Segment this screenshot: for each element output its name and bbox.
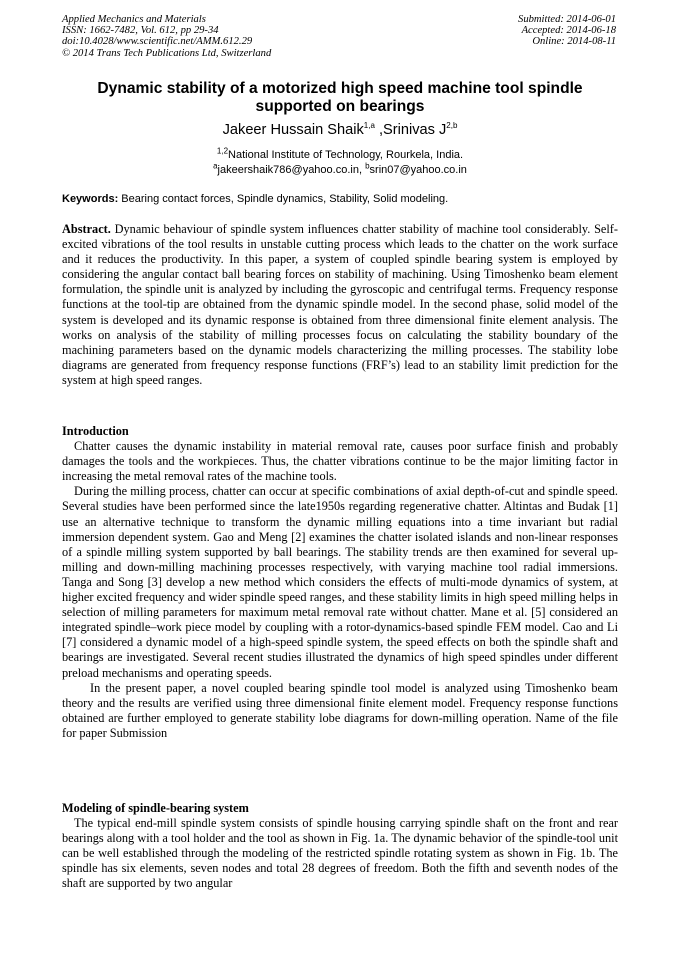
issn-volume: ISSN: 1662-7482, Vol. 612, pp 29-34 xyxy=(62,25,219,37)
abstract-label: Abstract. xyxy=(62,222,111,236)
intro-paragraph-3: In the present paper, a novel coupled bearing spindle tool model is analyzed using Timoshenko beam theory and the results are verified using three dimensional finite element model. Frequency response functions obtained are further employed to generate stability lobe diagrams for down-milling operation. Name of the file for paper Submission xyxy=(62,680,618,740)
modeling-heading: Modeling of spindle-bearing system xyxy=(62,801,249,815)
modeling-section xyxy=(62,801,618,892)
email-b-marker: b xyxy=(365,160,370,170)
introduction-heading: Introduction xyxy=(62,424,129,438)
affiliation-marker: 1,2 xyxy=(216,146,229,156)
author-1-affiliation: 1,a xyxy=(363,121,375,131)
institution: National Institute of Technology, Rourkela, India. xyxy=(228,149,464,161)
author-2-affiliation: 2,b xyxy=(446,121,458,131)
email-a[interactable]: jakeershaik786@yahoo.co.in, xyxy=(217,163,366,176)
submitted-date: Submitted: 2014-06-01 xyxy=(518,14,616,25)
intro-paragraph-1: Chatter causes the dynamic instability in material removal rate, causes poor surface finish and probably damages the tools and the workpieces. Thus, the chatter vibrations continue to be the major limiting factor in increasing the metal removal rates of the machine tools. xyxy=(62,439,618,484)
copyright: © 2014 Trans Tech Publications Ltd, Switzerland xyxy=(62,47,272,59)
title-line-1: Dynamic stability of a motorized high speed machine tool spindle xyxy=(97,80,583,97)
email-line xyxy=(62,160,618,178)
author-list xyxy=(62,122,618,139)
abstract-section xyxy=(62,222,618,388)
journal-info xyxy=(62,14,271,59)
keywords xyxy=(62,192,618,206)
journal-name: Applied Mechanics and Materials xyxy=(62,14,206,25)
introduction-section xyxy=(62,424,618,741)
paper-title xyxy=(62,80,618,116)
submission-dates xyxy=(518,14,616,48)
online-date: Online: 2014-08-11 xyxy=(532,36,616,48)
abstract-text: Dynamic behaviour of spindle system influences chatter stability of machine tool considerably. Self-excited vibrations of the tool results in unstable cutting process which leads to the chatter on the work surface and it reduces the productivity. In this paper, a system of coupled spindle bearing system is employed by considering the angular contact ball bearing forces on stability of machining. Using Timoshenko beam element formulation, the spindle unit is analyzed by including the gyroscopic and centrifugal terms. Frequency response functions at the tool-tip are obtained from the dynamic spindle model. In the second phase, solid model of the system is developed and its dynamic response is obtained from three dimensional finite element analysis. The works on analysis of the stability of milling processes focus on calculating the stability boundary of the machining parameters based on the dynamic models characterizing the milling processes. The stability lobe diagrams are generated from frequency response functions (FRF’s) lead to an stability limit prediction for the system at high speed ranges. xyxy=(62,222,618,387)
email-a-marker: a xyxy=(213,160,218,170)
keywords-label: Keywords: xyxy=(62,193,119,205)
affiliation-line xyxy=(62,148,618,163)
affiliation-block xyxy=(62,148,618,177)
keywords-text: Bearing contact forces, Spindle dynamics, Stability, Solid modeling. xyxy=(118,193,449,205)
author-1: Jakeer Hussain Shaik xyxy=(222,122,364,138)
title-line-2: supported on bearings xyxy=(255,98,425,115)
author-2: Srinivas J xyxy=(383,122,447,138)
author-separator: , xyxy=(374,122,383,138)
accepted-date: Accepted: 2014-06-18 xyxy=(521,25,616,37)
doi: doi:10.4028/www.scientific.net/AMM.612.29 xyxy=(62,36,253,48)
modeling-paragraph-1: The typical end-mill spindle system consists of spindle housing carrying spindle shaft on the front and rear bearings along with a tool holder and the tool as shown in Fig. 1a. The dynamic behavior of the spindle-tool unit can be well established through the modeling of the restricted spindle rotating system as shown in Fig. 1b. The spindle has six elements, seven nodes and total 28 degrees of freedom. Both the fifth and seventh nodes of the shaft are supported by two angular xyxy=(62,816,618,891)
email-b[interactable]: srin07@yahoo.co.in xyxy=(369,163,467,176)
intro-paragraph-2: During the milling process, chatter can occur at specific combinations of axial depth-of-cut and spindle speed. Several studies have been performed since the late1950s regarding regenerative chatter. Altintas and Budak [1] use an alternative technique to transform the dynamic milling equations into a time invariant but radial immersion dependent system. Gao and Meng [2] examines the chatter isolated islands and non-linear responses of a spindle milling system supported by ball bearings. The stability trends are then examined for several up-milling and down-milling machining processes respectively, with varying machine tool radial immersions. Tanga and Song [3] develop a new method which considers the effects of multi-mode dynamics of system, at higher excited frequency and wider spindle speed ranges, and these stability limits in high speed milling helps in selection of milling parameters for maximum metal removal rate without chatter. Mane et al. [5] considered an integrated spindle–work piece model by coupling with a rotor-dynamics-based spindle FEM model. Cao and Li [7] considered a dynamic model of a high-speed spindle system, the speed effects on both the spindle shaft and bearings are investigated. Several recent studies illustrated the dynamics of high speed spindles under different preload mechanisms and operating speeds. xyxy=(62,484,618,680)
